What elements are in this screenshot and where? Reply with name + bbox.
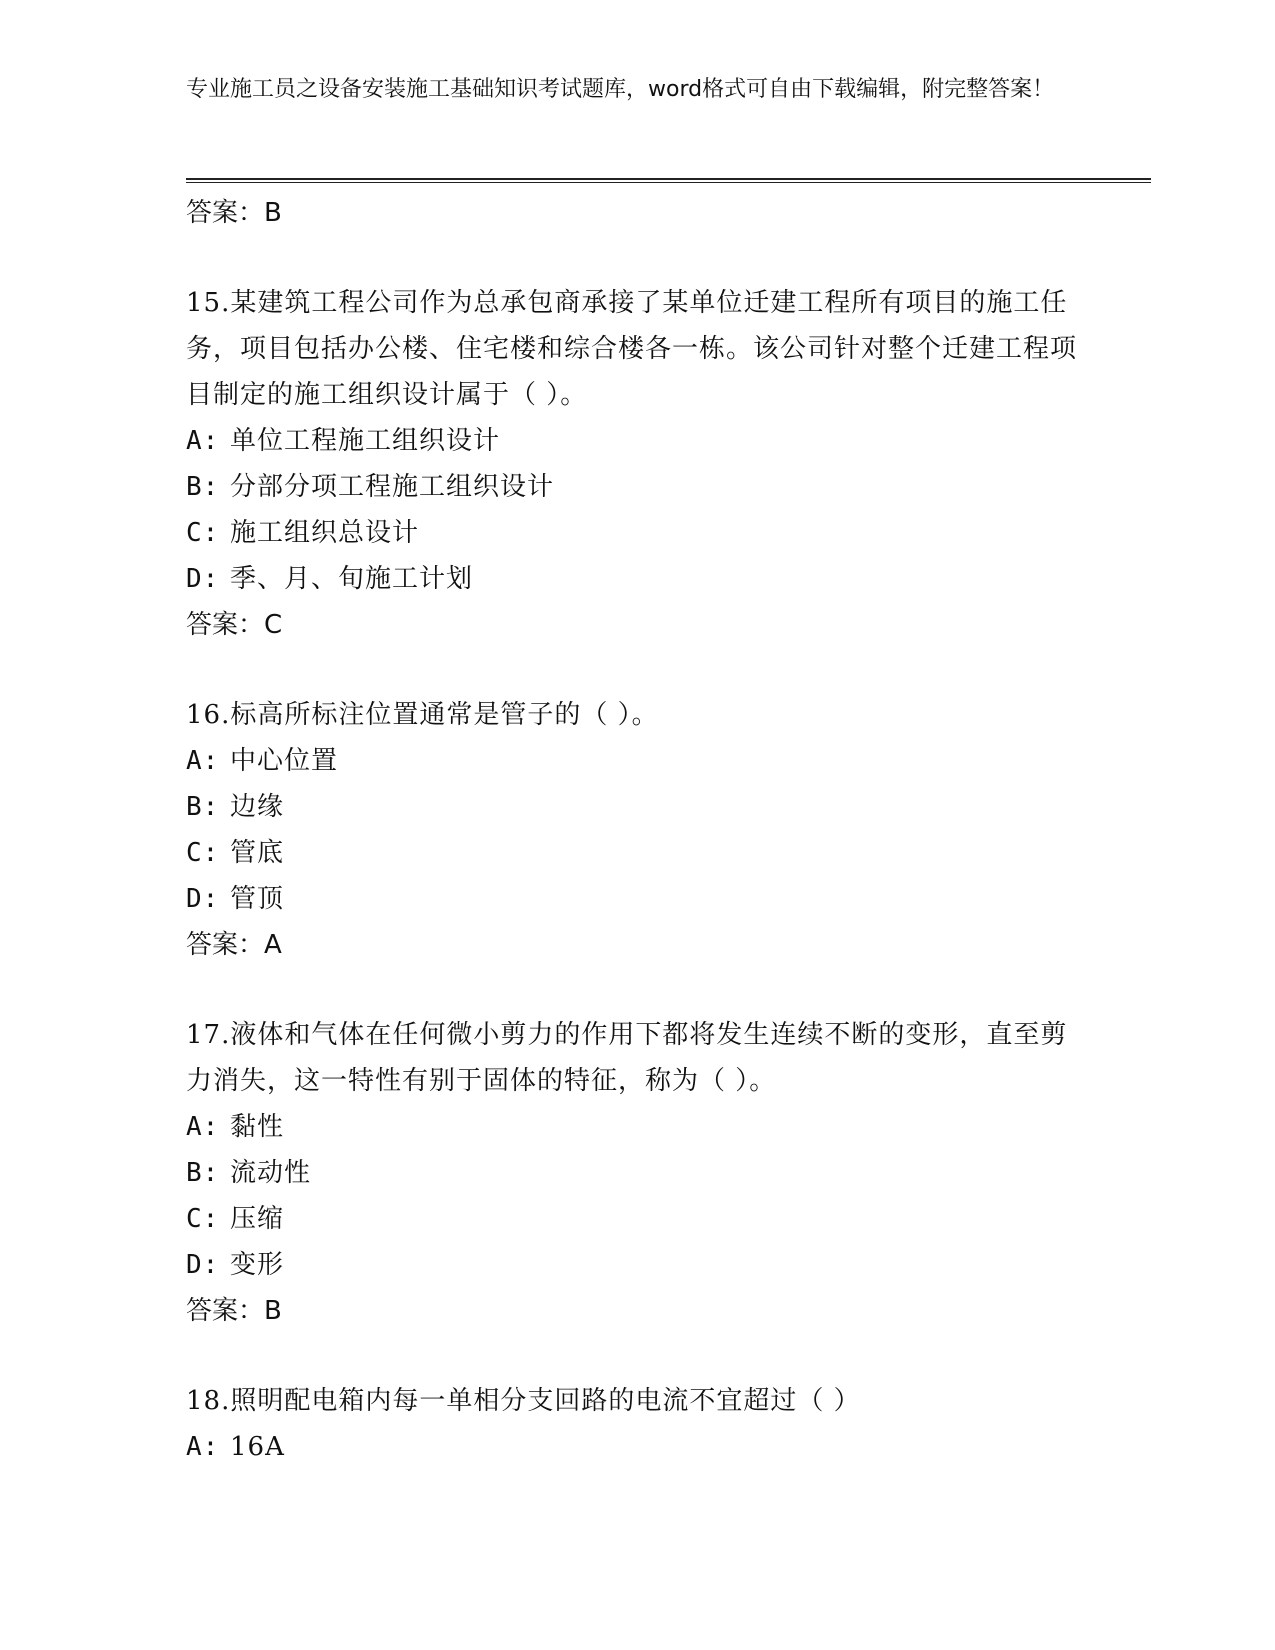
option-letter: A: [186, 1432, 220, 1462]
option-letter: A: [186, 1112, 220, 1142]
option-letter: A: [186, 746, 220, 776]
option-text: 分部分项工程施工组织设计 [230, 472, 555, 502]
document-header [186, 74, 1066, 105]
header-rule-thin [186, 182, 1151, 183]
option-letter: D: [186, 884, 220, 914]
question-stem: 17.液体和气体在任何微小剪力的作用下都将发生连续不断的变形，直至剪力消失，这一特性有别于固体的特征，称为（ ）。 [186, 1020, 1068, 1096]
option-letter: B: [186, 1158, 220, 1188]
option-text: 施工组织总设计 [230, 518, 420, 548]
answer-option [186, 1104, 1086, 1150]
option-text: 黏性 [230, 1112, 285, 1142]
header-text: 专业施工员之设备安装施工基础知识考试题库，word格式可自由下载编辑，附完整答案！ [186, 77, 1055, 102]
option-text: 压缩 [230, 1204, 285, 1234]
answer-option [186, 876, 1086, 922]
question-list [186, 190, 1086, 1470]
answer-line: 答案：A [186, 930, 282, 960]
option-text: 管底 [230, 838, 285, 868]
option-letter: A: [186, 426, 220, 456]
option-letter: C: [186, 838, 220, 868]
option-letter: D: [186, 1250, 220, 1280]
option-text: 16A [230, 1432, 285, 1462]
question-block [186, 1378, 1086, 1470]
answer-option [186, 464, 1086, 510]
option-letter: B: [186, 472, 220, 502]
answer-option [186, 1242, 1086, 1288]
question-stem: 15.某建筑工程公司作为总承包商承接了某单位迁建工程所有项目的施工任务，项目包括办公楼、住宅楼和综合楼各一栋。该公司针对整个迁建工程项目制定的施工组织设计属于（ ）。 [186, 288, 1078, 410]
question-block [186, 692, 1086, 968]
option-letter: C: [186, 1204, 220, 1234]
option-letter: C: [186, 518, 220, 548]
option-text: 变形 [230, 1250, 285, 1280]
option-text: 季、月、旬施工计划 [230, 564, 474, 594]
answer-line: 答案：C [186, 610, 283, 640]
option-text: 中心位置 [230, 746, 339, 776]
answer-option [186, 510, 1086, 556]
answer-option [186, 830, 1086, 876]
option-text: 单位工程施工组织设计 [230, 426, 501, 456]
question-block [186, 1012, 1086, 1334]
answer-line: 答案：B [186, 198, 282, 228]
option-letter: B: [186, 792, 220, 822]
answer-option [186, 1196, 1086, 1242]
answer-option [186, 1150, 1086, 1196]
answer-option [186, 738, 1086, 784]
answer-option [186, 784, 1086, 830]
question-block [186, 280, 1086, 648]
header-rule-thick [186, 178, 1151, 180]
answer-option [186, 418, 1086, 464]
option-letter: D: [186, 564, 220, 594]
option-text: 边缘 [230, 792, 285, 822]
question-stem: 18.照明配电箱内每一单相分支回路的电流不宜超过（ ） [186, 1386, 861, 1416]
question-stem: 16.标高所标注位置通常是管子的（ ）。 [186, 700, 659, 730]
option-text: 管顶 [230, 884, 285, 914]
answer-line: 答案：B [186, 1296, 282, 1326]
answer-option [186, 556, 1086, 602]
option-text: 流动性 [230, 1158, 312, 1188]
answer-option [186, 1424, 1086, 1470]
